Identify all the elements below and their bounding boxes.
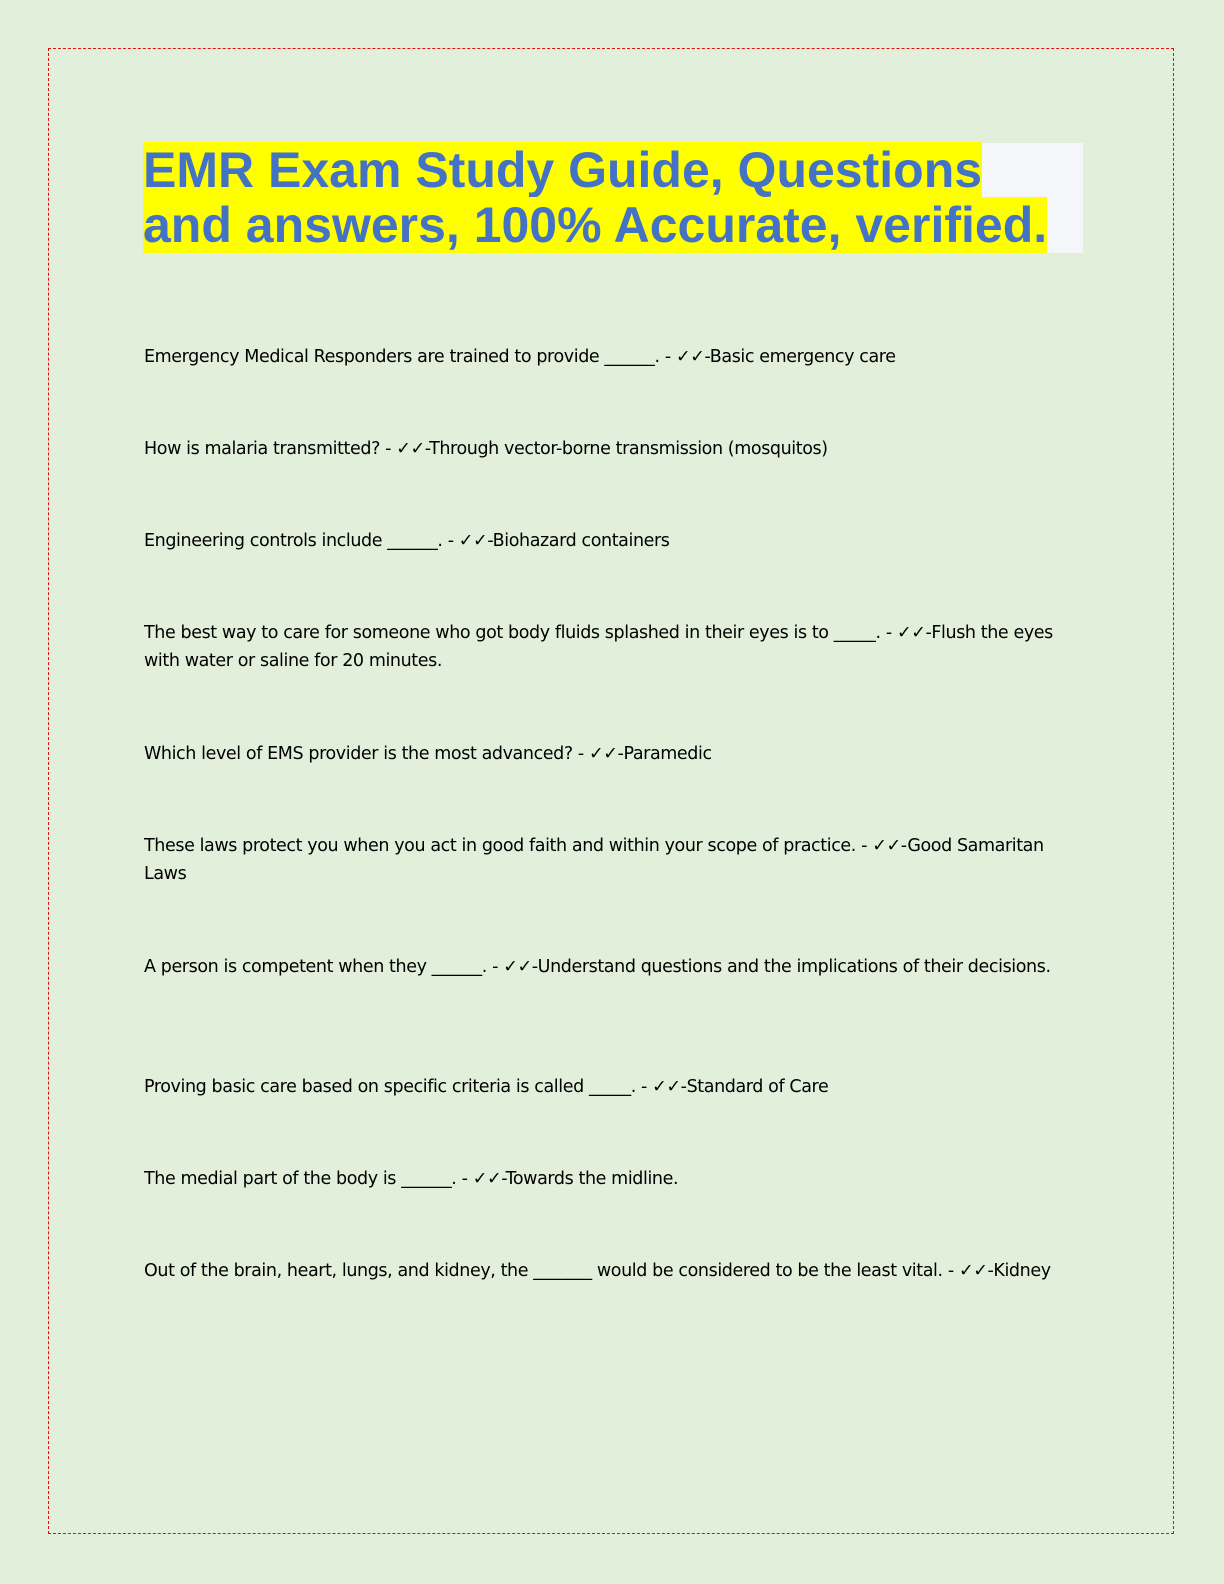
answer-text: Standard of Care	[686, 1077, 829, 1097]
qa-item	[144, 527, 1084, 555]
answer-text: Kidney	[993, 1261, 1051, 1281]
double-check-icon: ✓✓	[872, 836, 901, 856]
answer-text: Towards the midline.	[505, 1169, 679, 1189]
qa-item	[144, 1257, 1084, 1285]
separator: -	[486, 957, 504, 977]
separator: -	[659, 347, 676, 367]
question-text: These laws protect you when you act in good faith and within your scope of practice.	[144, 836, 856, 856]
separator: -	[379, 439, 397, 459]
separator: -	[424, 439, 430, 459]
question-text: Emergency Medical Responders are trained to provide ______.	[144, 347, 660, 367]
question-text: Proving basic care based on specific criteria is called _____.	[144, 1077, 636, 1097]
question-text: A person is competent when they ______.	[144, 957, 487, 977]
qa-item	[144, 435, 1084, 463]
question-text: Which level of EMS provider is the most advanced?	[144, 744, 573, 764]
answer-text: Understand questions and the implications of their decisions.	[537, 957, 1051, 977]
double-check-icon: ✓✓	[896, 623, 926, 643]
separator: -	[572, 744, 590, 764]
qa-item	[144, 1073, 1084, 1101]
question-text: How is malaria transmitted?	[144, 439, 380, 459]
qa-item	[144, 832, 1084, 888]
separator: -	[880, 623, 897, 643]
qa-item	[144, 1165, 1084, 1193]
double-check-icon: ✓✓	[396, 439, 425, 459]
separator: -	[531, 957, 538, 977]
separator: -	[501, 1169, 506, 1189]
qa-item	[144, 740, 1084, 768]
double-check-icon: ✓✓	[472, 1169, 502, 1189]
answer-text: Biohazard containers	[492, 531, 670, 551]
double-check-icon: ✓✓	[958, 1261, 988, 1281]
qa-item	[144, 343, 1084, 371]
double-check-icon: ✓✓	[503, 957, 532, 977]
answer-text: Basic emergency care	[709, 347, 896, 367]
double-check-icon: ✓✓	[589, 744, 618, 764]
qa-item	[144, 953, 1084, 981]
question-text: Out of the brain, heart, lungs, and kidney, the _______ would be considered to be the least vital.	[144, 1261, 943, 1281]
separator: -	[456, 1169, 473, 1189]
answer-text: Flush the eyes with water or saline for 20 minutes.	[144, 623, 1053, 671]
page-border	[48, 48, 1174, 1534]
answer-text: Through vector-borne transmission (mosquitos)	[429, 439, 828, 459]
separator: -	[925, 623, 932, 643]
double-check-icon: ✓✓	[458, 531, 488, 551]
separator: -	[942, 1261, 959, 1281]
separator: -	[680, 1077, 687, 1097]
separator: -	[987, 1261, 994, 1281]
answer-text: Good Samaritan Laws	[144, 836, 1044, 884]
separator: -	[704, 347, 710, 367]
separator: -	[617, 744, 624, 764]
separator: -	[487, 531, 493, 551]
question-text: The best way to care for someone who got body fluids splashed in their eyes is to _____.	[144, 623, 881, 643]
separator: -	[442, 531, 459, 551]
question-text: The medial part of the body is ______.	[144, 1169, 457, 1189]
separator: -	[635, 1077, 653, 1097]
separator: -	[855, 836, 873, 856]
question-text: Engineering controls include ______.	[144, 531, 443, 551]
qa-item	[144, 619, 1084, 675]
double-check-icon: ✓✓	[675, 347, 705, 367]
separator: -	[900, 836, 908, 856]
title-highlight: EMR Exam Study Guide, Questions and answers, 100% Accurate, verified.	[143, 142, 1048, 253]
answer-text: Paramedic	[623, 744, 712, 764]
double-check-icon: ✓✓	[652, 1077, 681, 1097]
document-title	[143, 143, 1073, 253]
